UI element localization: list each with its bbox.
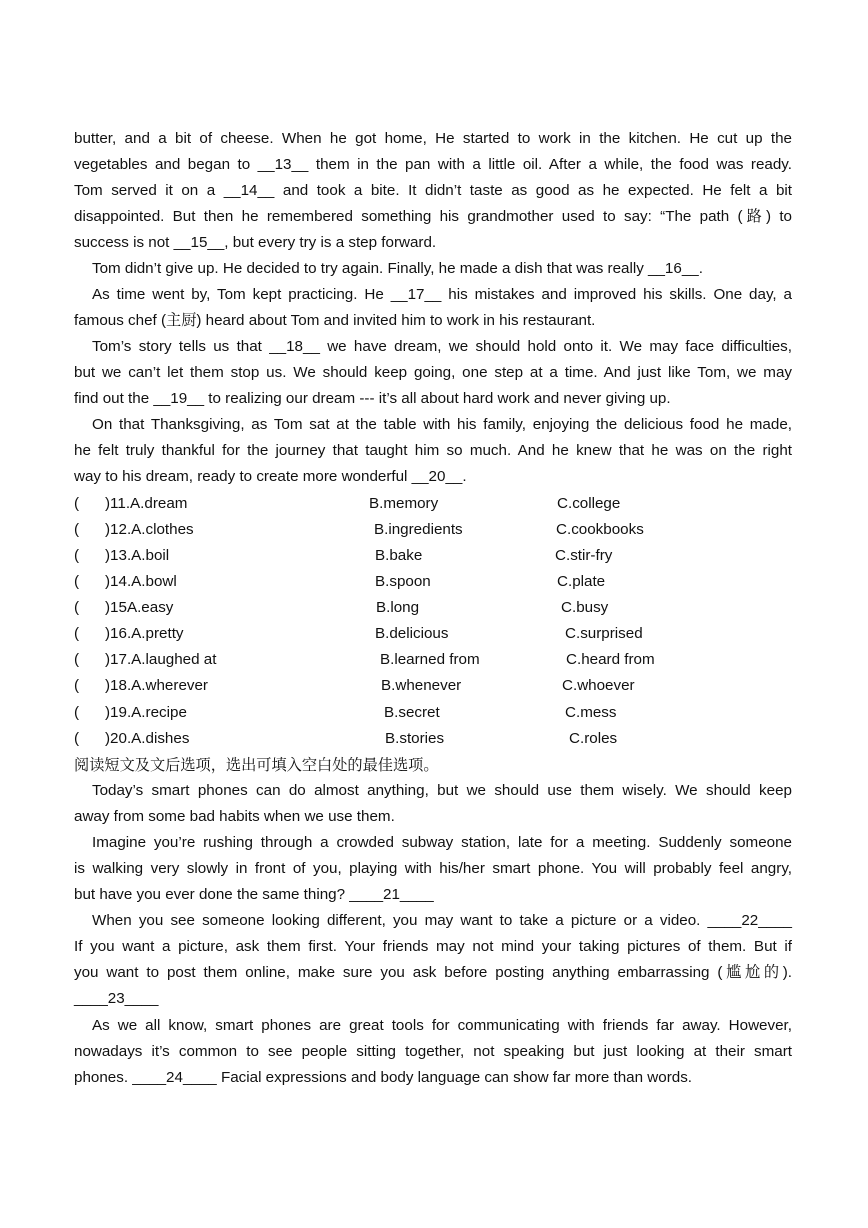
answer-paren: ( [74, 730, 80, 747]
option-c: C.whoever [562, 677, 635, 694]
section-instruction: 阅读短文及文后选项，选出可填入空白处的最佳选项。 [74, 756, 439, 774]
answer-paren: ( [74, 495, 80, 512]
answer-paren: ( [74, 625, 80, 642]
answer-paren: ( [74, 677, 80, 694]
option-b: B.whenever [381, 677, 462, 694]
passage-line: When you see someone looking different, you may want to take a picture or a video. ____22____ [92, 912, 792, 929]
passage-line: ____23____ [74, 990, 159, 1007]
passage-line: success is not __15__, but every try is a step forward. [74, 234, 437, 251]
option-a: )11.A.dream [105, 495, 188, 512]
option-c: C.mess [565, 704, 617, 721]
option-b: B.stories [385, 730, 445, 747]
option-c: C.plate [557, 573, 606, 590]
passage-line: butter, and a bit of cheese. When he got home, He started to work in the kitchen. He cut up the [74, 130, 792, 147]
passage-line: vegetables and began to __13__ them in the pan with a little oil. After a while, the food was ready. [74, 156, 792, 173]
option-b: B.secret [384, 704, 440, 721]
option-b: B.long [376, 599, 420, 616]
answer-paren: ( [74, 599, 80, 616]
option-a: )16.A.pretty [105, 625, 184, 642]
passage-line: but we can’t let them stop us. We should keep going, one step at a time. And just like Tom, we may [74, 364, 792, 381]
option-b: B.ingredients [374, 521, 463, 538]
option-a: )20.A.dishes [105, 730, 190, 747]
option-a: )17.A.laughed at [105, 651, 217, 668]
answer-paren: ( [74, 547, 80, 564]
option-b: B.memory [369, 495, 439, 512]
passage-line: As time went by, Tom kept practicing. He __17__ his mistakes and improved his skills. One day, a [92, 286, 792, 303]
passage-line: Tom served it on a __14__ and took a bite. It didn’t taste as good as he expected. He felt a bit [74, 182, 792, 199]
option-b: B.delicious [375, 625, 449, 642]
passage-line: On that Thanksgiving, as Tom sat at the table with his family, enjoying the delicious food he made, [92, 416, 792, 433]
passage-line: away from some bad habits when we use them. [74, 808, 395, 825]
passage-line: phones. ____24____ Facial expressions and body language can show far more than words. [74, 1069, 693, 1086]
option-c: C.college [557, 495, 621, 512]
passage-line: Today’s smart phones can do almost anything, but we should use them wisely. We should keep [92, 782, 792, 799]
passage-line: As we all know, smart phones are great tools for communicating with friends far away. However, [92, 1017, 792, 1034]
passage-line: you want to post them online, make sure you ask before posting anything embarrassing (尴尬的). [74, 964, 792, 981]
option-b: B.spoon [375, 573, 431, 590]
passage-line: nowadays it’s common to see people sitting together, not speaking but just looking at their smart [74, 1043, 792, 1060]
option-c: C.heard from [566, 651, 655, 668]
passage-line: Tom didn’t give up. He decided to try again. Finally, he made a dish that was really __16__. [92, 260, 703, 277]
option-a: )18.A.wherever [105, 677, 208, 694]
passage-line: disappointed. But then he remembered something his grandmother used to say: “The path (路) to [74, 208, 792, 225]
option-c: C.stir-fry [555, 547, 613, 564]
passage-line: way to his dream, ready to create more wonderful __20__. [74, 468, 467, 485]
option-b: B.learned from [380, 651, 480, 668]
passage-line: Tom’s story tells us that __18__ we have dream, we should hold onto it. We may face difficulties, [92, 338, 792, 355]
option-a: )13.A.boil [105, 547, 170, 564]
option-c: C.surprised [565, 625, 643, 642]
passage-line: famous chef (主厨) heard about Tom and invited him to work in his restaurant. [74, 312, 596, 329]
passage-line: find out the __19__ to realizing our dream --- it’s all about hard work and never giving up. [74, 390, 671, 407]
answer-paren: ( [74, 704, 80, 721]
passage-line: Imagine you’re rushing through a crowded subway station, late for a meeting. Suddenly someone [92, 834, 792, 851]
passage-line: If you want a picture, ask them first. Your friends may not mind your taking pictures of them. But if [74, 938, 792, 955]
answer-paren: ( [74, 521, 80, 538]
passage-line: is walking very slowly in front of you, playing with his/her smart phone. You will probably feel angry, [74, 860, 792, 877]
option-c: C.roles [569, 730, 618, 747]
option-a: )12.A.clothes [105, 521, 194, 538]
option-c: C.busy [561, 599, 609, 616]
option-a: )14.A.bowl [105, 573, 177, 590]
option-a: )15A.easy [105, 599, 174, 616]
passage-line: but have you ever done the same thing? ____21____ [74, 886, 434, 903]
answer-paren: ( [74, 573, 80, 590]
answer-paren: ( [74, 651, 80, 668]
option-c: C.cookbooks [556, 521, 644, 538]
option-b: B.bake [375, 547, 423, 564]
passage-line: he felt truly thankful for the journey that taught him so much. And he knew that he was on the right [74, 442, 792, 459]
option-a: )19.A.recipe [105, 704, 187, 721]
